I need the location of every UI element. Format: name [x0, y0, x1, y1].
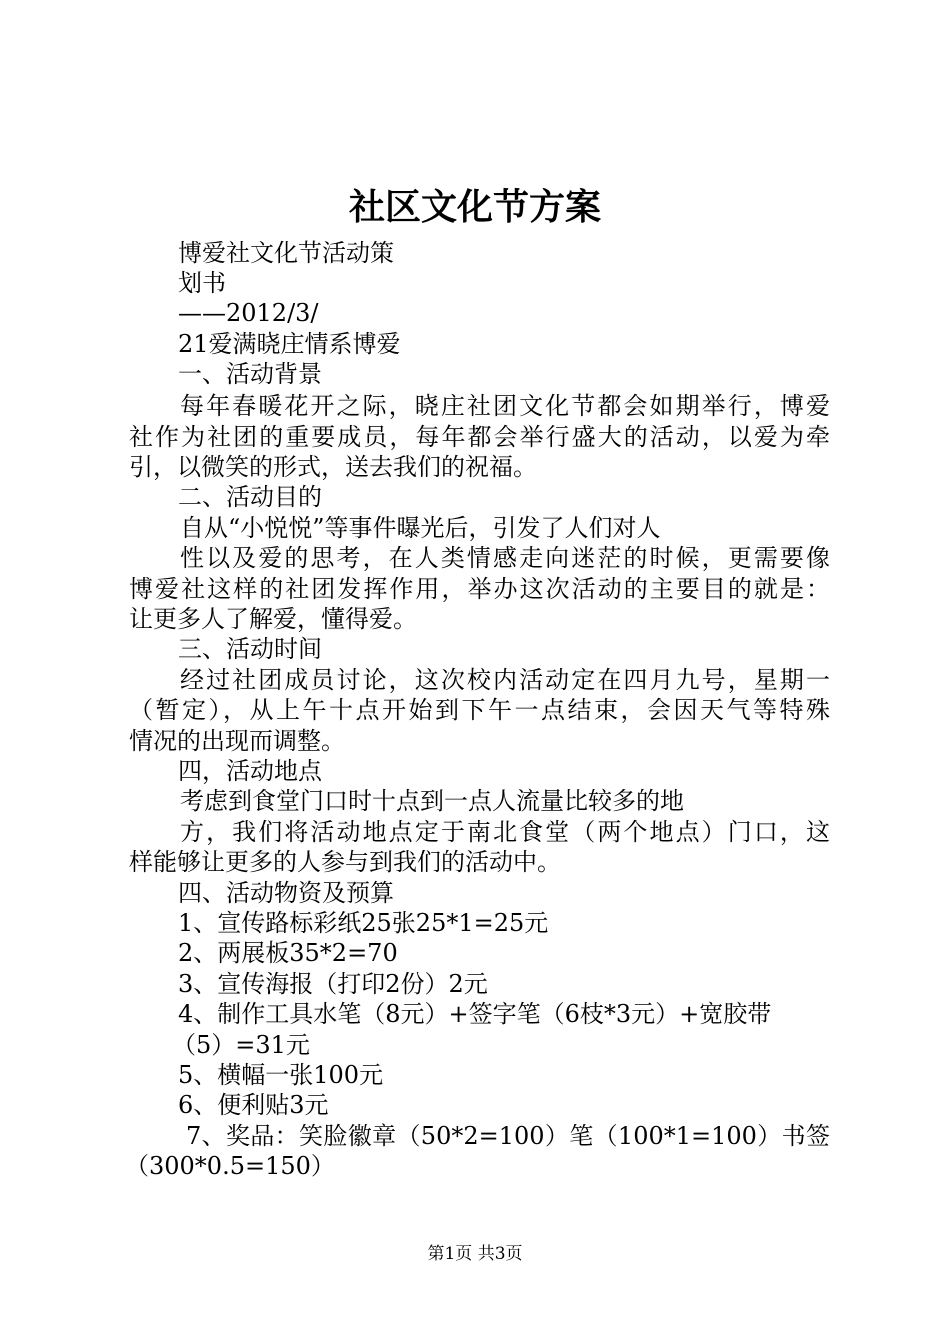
- document-title: 社区文化节方案: [348, 186, 601, 228]
- body-line: 性以及爱的思考，在人类情感走向迷茫的时候，更需要像: [180, 544, 830, 572]
- section-heading: 一、活动背景: [178, 360, 322, 388]
- list-item: （5）=31元: [172, 1031, 310, 1059]
- body-line: 情况的出现而调整。: [129, 727, 345, 755]
- list-item: 5、横幅一张100元: [178, 1061, 384, 1089]
- list-item: 3、宣传海报（打印2份）2元: [178, 970, 488, 998]
- body-line: 经过社团成员讨论，这次校内活动定在四月九号，星期一: [180, 666, 830, 694]
- body-line: 每年春暖花开之际，晓庄社团文化节都会如期举行，博爱: [180, 392, 830, 420]
- body-line: 引，以微笑的形式，送去我们的祝福。: [129, 453, 537, 481]
- list-item: 7、奖品：笑脸徽章（50*2=100）笔（100*1=100）书签: [186, 1122, 830, 1150]
- list-item: （300*0.5=150）: [125, 1152, 335, 1180]
- body-line: 博爱社文化节活动策: [178, 239, 394, 267]
- body-line: ——2012/3/: [178, 299, 319, 327]
- body-line: （暂定），从上午十点开始到下午一点结束，会因天气等特殊: [129, 696, 830, 724]
- body-line: 划书: [178, 269, 226, 297]
- list-item: 1、宣传路标彩纸25张25*1=25元: [178, 909, 549, 937]
- body-line: 方，我们将活动地点定于南北食堂（两个地点）门口，这: [180, 818, 830, 846]
- body-line: 让更多人了解爱，懂得爱。: [129, 605, 417, 633]
- list-item: 4、制作工具水笔（8元）+签字笔（6枝*3元）+宽胶带: [178, 1000, 772, 1028]
- section-heading: 二、活动目的: [178, 483, 322, 511]
- section-heading: 三、活动时间: [178, 635, 322, 663]
- section-heading: 四、活动物资及预算: [178, 879, 394, 907]
- body-line: 博爱社这样的社团发挥作用，举办这次活动的主要目的就是：: [129, 575, 830, 603]
- body-line: 社作为社团的重要成员，每年都会举行盛大的活动，以爱为牵: [129, 423, 830, 451]
- list-item: 2、两展板35*2=70: [178, 939, 398, 967]
- body-line: 自从“小悦悦”等事件曝光后，引发了人们对人: [180, 514, 661, 542]
- section-heading: 四，活动地点: [178, 757, 322, 785]
- list-item: 6、便利贴3元: [178, 1091, 329, 1119]
- body-line: 考虑到食堂门口时十点到一点人流量比较多的地: [180, 787, 684, 815]
- body-line: 样能够让更多的人参与到我们的活动中。: [129, 848, 561, 876]
- body-line: 21爱满晓庄情系博爱: [178, 330, 401, 358]
- page-footer: 第1页 共3页: [427, 1244, 523, 1264]
